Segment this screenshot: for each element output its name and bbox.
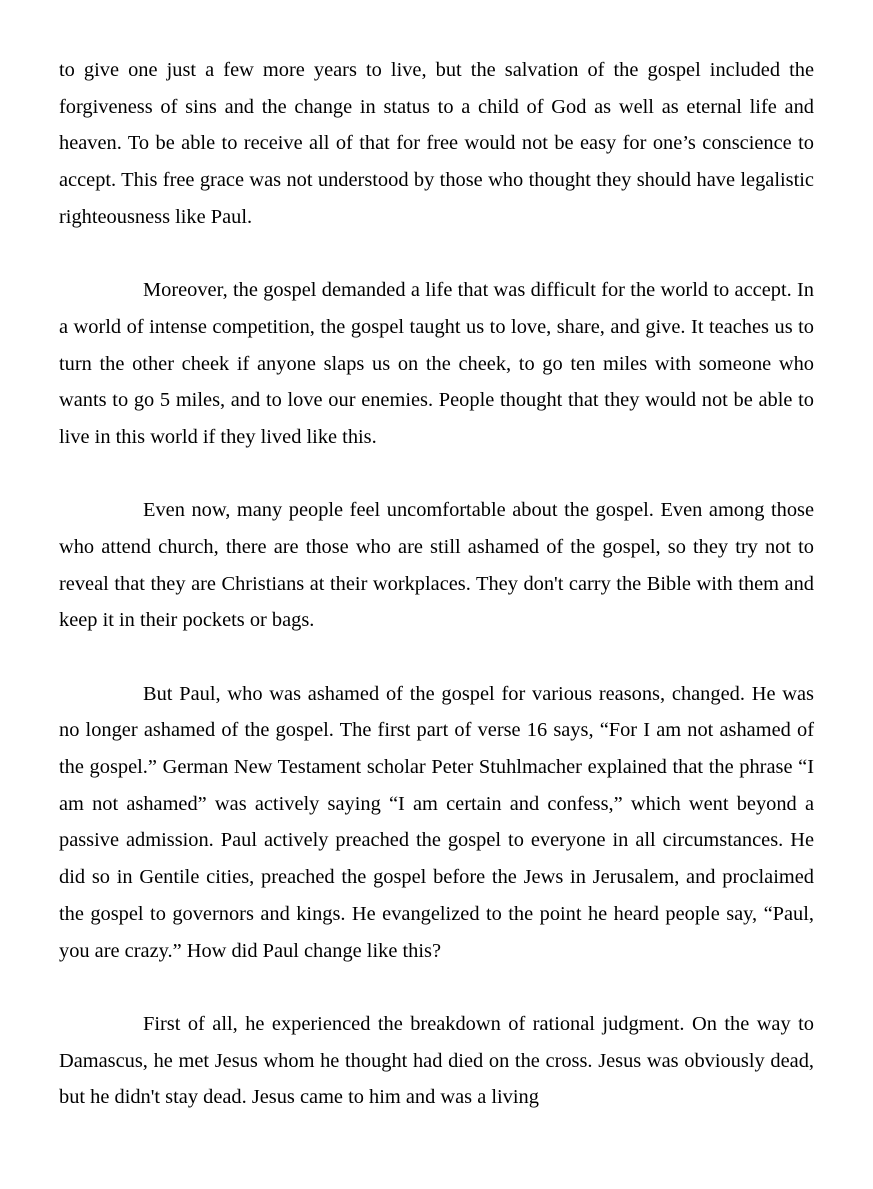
paragraph-rational-judgment: First of all, he experienced the breakdown of rational judgment. On the way to Damascus, he met Jesus whom he thought had died on the cross. Jesus was obviously dead, but he didn't stay dead. Jesus came to him and was a living [59, 1012, 814, 1109]
paragraph-uncomfortable: Even now, many people feel uncomfortable about the gospel. Even among those who attend church, there are those who are still ashamed of the gospel, so they try not to reveal that they are Christians at their workplaces. They don't carry the Bible with them and keep it in their pockets or bags. [59, 499, 814, 632]
paragraph-continuation: to give one just a few more years to live, but the salvation of the gospel included the forgiveness of sins and the change in status to a child of God as well as eternal life and heaven. To be able to receive all of that for free would not be easy for one’s conscience to accept. This free grace was not understood by those who thought they should have legalistic righteousness like Paul. [59, 59, 814, 228]
paragraph-paul-changed: But Paul, who was ashamed of the gospel for various reasons, changed. He was no longer ashamed of the gospel. The first part of verse 16 says, “For I am not ashamed of the gospel.” German New Testament scholar Peter Stuhlmacher explained that the phrase “I am not ashamed” was actively saying “I am certain and confess,” which went beyond a passive admission. Paul actively preached the gospel to everyone in all circumstances. He did so in Gentile cities, preached the gospel before the Jews in Jerusalem, and proclaimed the gospel to governors and kings. He evangelized to the point he heard people say, “Paul, you are crazy.” How did Paul change like this? [59, 682, 814, 962]
document-page [59, 52, 814, 1116]
paragraph-gospel-demands: Moreover, the gospel demanded a life that was difficult for the world to accept. In a world of intense competition, the gospel taught us to love, share, and give. It teaches us to turn the other cheek if anyone slaps us on the cheek, to go ten miles with someone who wants to go 5 miles, and to love our enemies. People thought that they would not be able to live in this world if they lived like this. [59, 279, 814, 448]
